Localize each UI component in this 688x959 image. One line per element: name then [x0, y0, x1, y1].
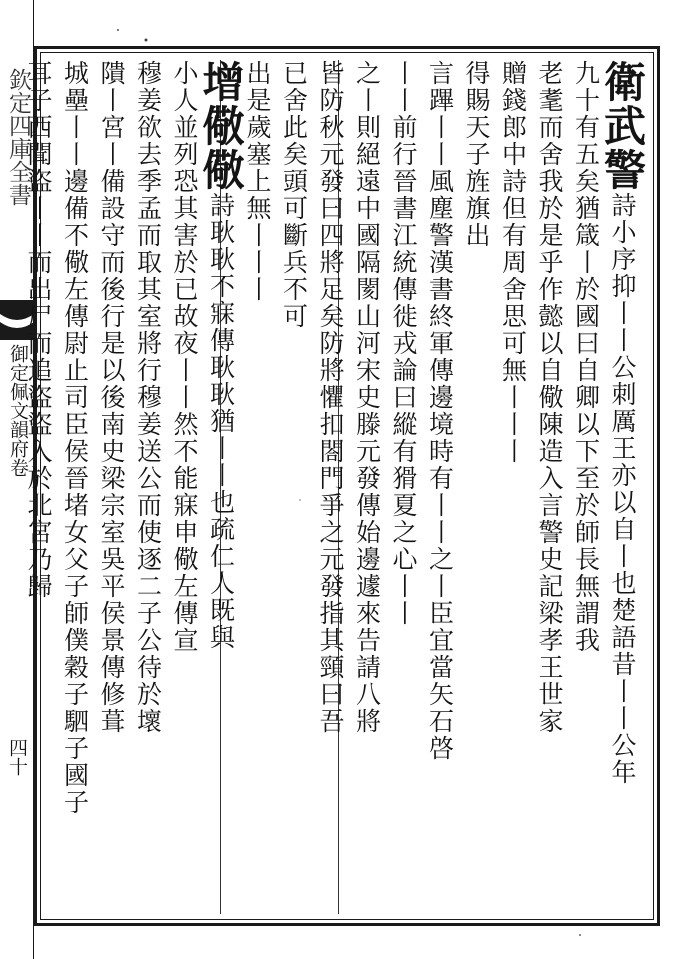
section-title: 御定佩文韻府卷	[7, 344, 29, 477]
column-text: 丨丨前行晉書江統傳徙戎論曰縱有猾夏之心丨丨	[389, 60, 418, 627]
column-text: 已舍此矣頭可斷兵不可	[279, 60, 309, 330]
column-text: 小人並列恐其害於已故夜丨丨然不能寐申儆左傳宣	[170, 60, 199, 654]
column-text: 得賜天子旌旗出	[462, 60, 491, 249]
text-column	[312, 60, 349, 916]
text-column	[421, 60, 458, 916]
text-column	[567, 60, 604, 916]
column-text: 贈錢郎中詩但有周舍思可無丨丨丨	[498, 60, 528, 465]
text-column	[531, 60, 568, 916]
column-text: 出是歲塞上無丨丨丨	[243, 60, 272, 303]
text-column	[275, 60, 312, 916]
column-text: 老耄而舍我於是乎作懿以自儆陳造入言警史記梁孝王世家	[535, 60, 564, 735]
entry-heading: 增儆儆	[196, 60, 246, 192]
text-column	[20, 60, 57, 916]
column-text: 詩耿耿不寐傳耿耿猶丨丨也疏仁人既與	[206, 192, 236, 651]
text-column	[93, 60, 130, 916]
text-column	[196, 60, 246, 916]
text-column	[385, 60, 422, 916]
text-column	[56, 60, 93, 916]
text-column	[348, 60, 385, 916]
column-text: 九十有五矣猶箴丨於國曰自卿以下至於師長無謂我	[571, 60, 601, 654]
column-text: 穆姜欲去季孟而取其室將行穆姜送公而使逐二子公待於壞	[133, 60, 163, 735]
text-column	[129, 60, 166, 916]
column-text: 耳子西聞盜丨丨而出尸而追盜盜入於北宮乃歸	[24, 60, 53, 600]
text-column	[494, 60, 531, 916]
page-number: 四十	[6, 738, 28, 776]
column-text: 詩小序抑丨丨公刺厲王亦以自丨也楚語昔丨丨公年	[608, 192, 637, 786]
book-title: 欽定四庫全書	[5, 68, 31, 206]
text-column	[598, 60, 647, 916]
column-text: 城壘丨丨邊備不儆左傳尉止司臣侯晉堵女父子師僕穀子駟子國子	[60, 60, 90, 816]
column-text: 皆防秋元發曰四將足矣防將懼扣閤門爭之元發指其頸曰吾	[316, 60, 345, 735]
column-text: 隤丨宮丨備設守而後行是以後南史梁宗室吳平侯景傳修葺	[97, 60, 126, 735]
column-text: 之丨則絕遠中國隔閡山河宋史滕元發傳始邊遽來告請八將	[352, 60, 382, 735]
column-text: 言蹕丨丨風塵警漢書終軍傳邊境時有丨丨之丨臣宜當矢石啓	[425, 60, 455, 762]
text-column	[166, 60, 203, 916]
text-column	[458, 60, 495, 916]
entry-heading: 衛武警	[598, 60, 647, 192]
